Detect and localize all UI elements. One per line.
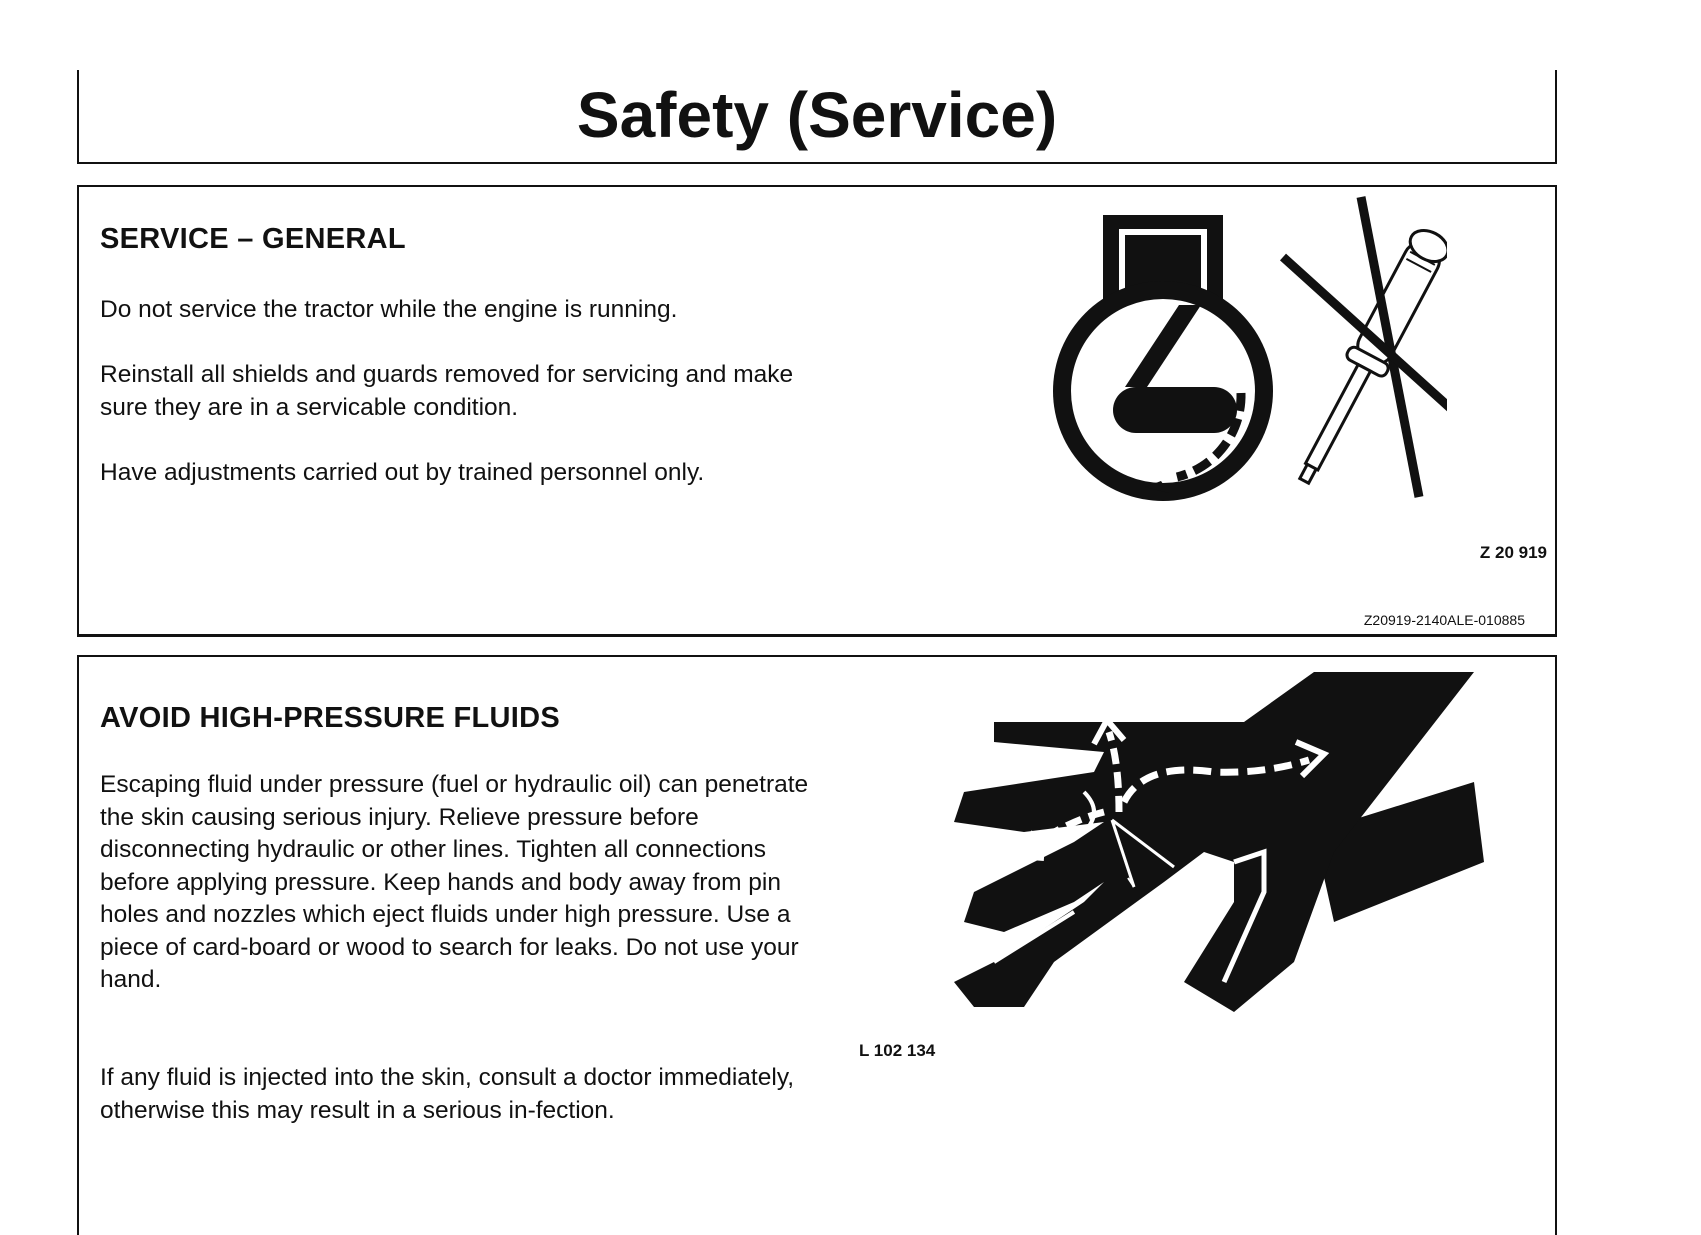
paragraph: Escaping fluid under pressure (fuel or hydraulic oil) can penetrate the skin causing serious injury. Relieve pressure before disconnecting hydraulic or other lines. Tighten all connections before applying pressure. Keep hands and body away from pin holes and nozzles which eject fluids under high pressure. Use a piece of card-board or wood to search for leaks. Do not use your hand. (100, 771, 809, 993)
paragraph: Do not service the tractor while the engine is running. (100, 296, 678, 323)
figure-code: L 102 134 (859, 1041, 936, 1060)
section-heading: SERVICE – GENERAL (100, 223, 406, 255)
high-pressure-fluid-hand-icon (934, 662, 1494, 1032)
reference-code: Z20919-2140ALE-010885 (1363, 612, 1525, 628)
paragraph: Reinstall all shields and guards removed for servicing and make sure they are in a servicable condition. (100, 361, 794, 421)
figure-code: Z 20 919 (1479, 543, 1547, 562)
section-avoid-high-pressure-fluids (77, 655, 1557, 1235)
paragraph: If any fluid is injected into the skin, consult a doctor immediately, otherwise this may result in a serious in-fection. (100, 1064, 795, 1124)
paragraph: Have adjustments carried out by trained personnel only. (100, 459, 705, 486)
title-box (77, 70, 1557, 164)
section-service-general (77, 185, 1557, 637)
no-ignition-key-servicing-icon (1027, 187, 1447, 527)
page-title: Safety (Service) (576, 79, 1058, 151)
section-heading: AVOID HIGH-PRESSURE FLUIDS (100, 702, 561, 734)
